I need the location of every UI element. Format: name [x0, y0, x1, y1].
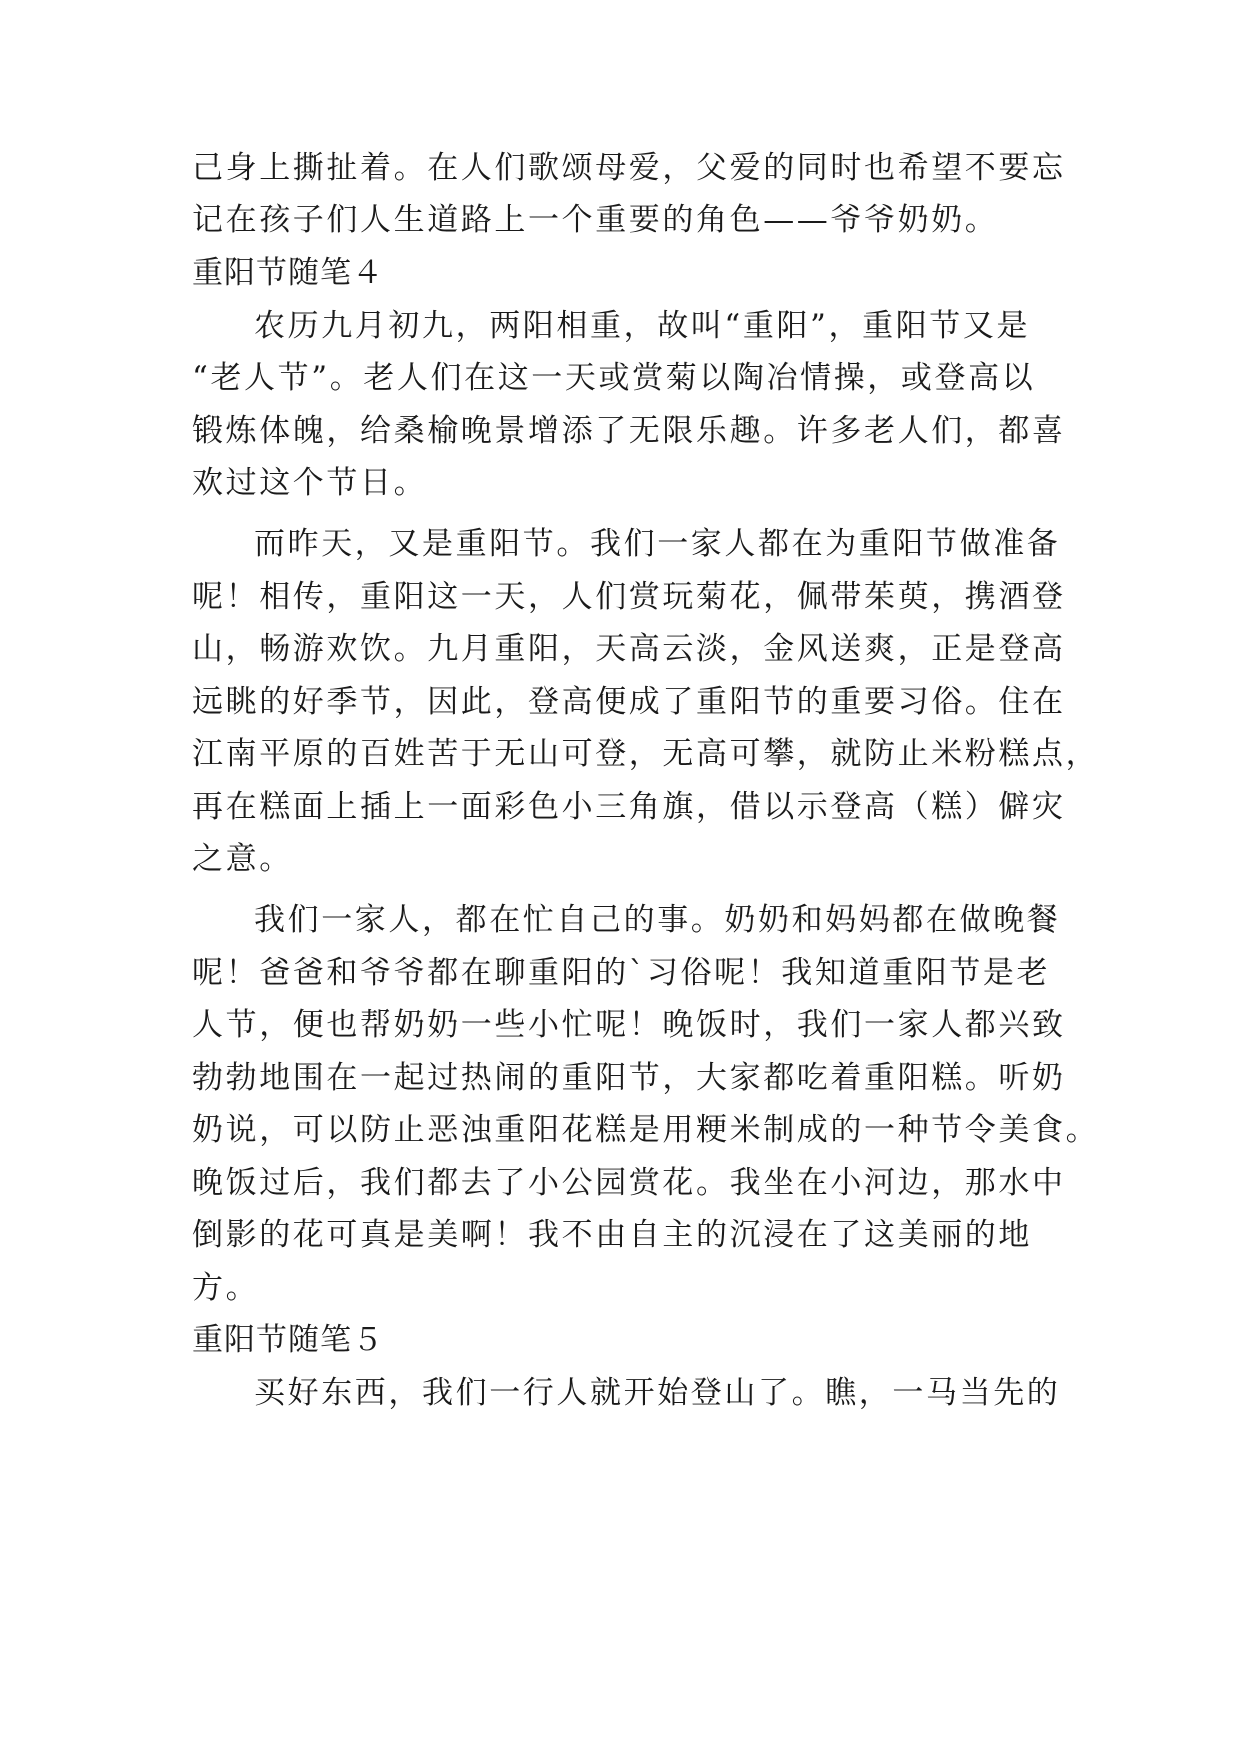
text-line: “老人节”。老人们在这一天或赏菊以陶冶情操，或登高以	[192, 360, 1036, 396]
text-line: 山，畅游欢饮。九月重阳，天高云淡，金风送爽，正是登高	[192, 631, 1066, 667]
text-line: 买好东西，我们一行人就开始登山了。瞧，一马当先的	[254, 1375, 1061, 1411]
text-line: 锻炼体魄，给桑榆晚景增添了无限乐趣。许多老人们，都喜	[192, 413, 1066, 449]
text-line: 呢！爸爸和爷爷都在聊重阳的`习俗呢！我知道重阳节是老	[192, 955, 1051, 991]
text-line: 再在糕面上插上一面彩色小三角旗，借以示登高（糕）僻灾	[192, 789, 1066, 825]
text-line: 我们一家人，都在忙自己的事。奶奶和妈妈都在做晚餐	[254, 902, 1061, 938]
text-line: 奶说，可以防止恶浊重阳花糕是用粳米制成的一种节令美食。	[192, 1112, 1100, 1148]
text-line: 远眺的好季节，因此，登高便成了重阳节的重要习俗。住在	[192, 684, 1066, 720]
text-line: 方。	[192, 1270, 260, 1306]
text-line: 己身上撕扯着。在人们歌颂母爱，父爱的同时也希望不要忘	[192, 150, 1066, 186]
text-line: 勃勃地围在一起过热闹的重阳节，大家都吃着重阳糕。听奶	[192, 1060, 1066, 1096]
text-line: 呢！相传，重阳这一天，人们赏玩菊花，佩带茱萸，携酒登	[192, 579, 1066, 615]
text-line: 江南平原的百姓苦于无山可登，无高可攀，就防止米粉糕点，	[192, 736, 1100, 772]
text-line: 人节，便也帮奶奶一些小忙呢！晚饭时，我们一家人都兴致	[192, 1007, 1066, 1043]
text-line: 欢过这个节日。	[192, 465, 428, 501]
section-heading: 重阳节随笔５	[192, 1322, 384, 1358]
text-line: 农历九月初九，两阳相重，故叫“重阳”，重阳节又是	[254, 308, 1031, 344]
text-line: 晚饭过后，我们都去了小公园赏花。我坐在小河边，那水中	[192, 1165, 1066, 1201]
text-line: 之意。	[192, 841, 293, 877]
section-heading: 重阳节随笔４	[192, 255, 384, 291]
text-line: 而昨天，又是重阳节。我们一家人都在为重阳节做准备	[254, 526, 1061, 562]
text-line: 倒影的花可真是美啊！我不由自主的沉浸在了这美丽的地	[192, 1217, 1032, 1253]
text-line: 记在孩子们人生道路上一个重要的角色——爷爷奶奶。	[192, 202, 999, 238]
